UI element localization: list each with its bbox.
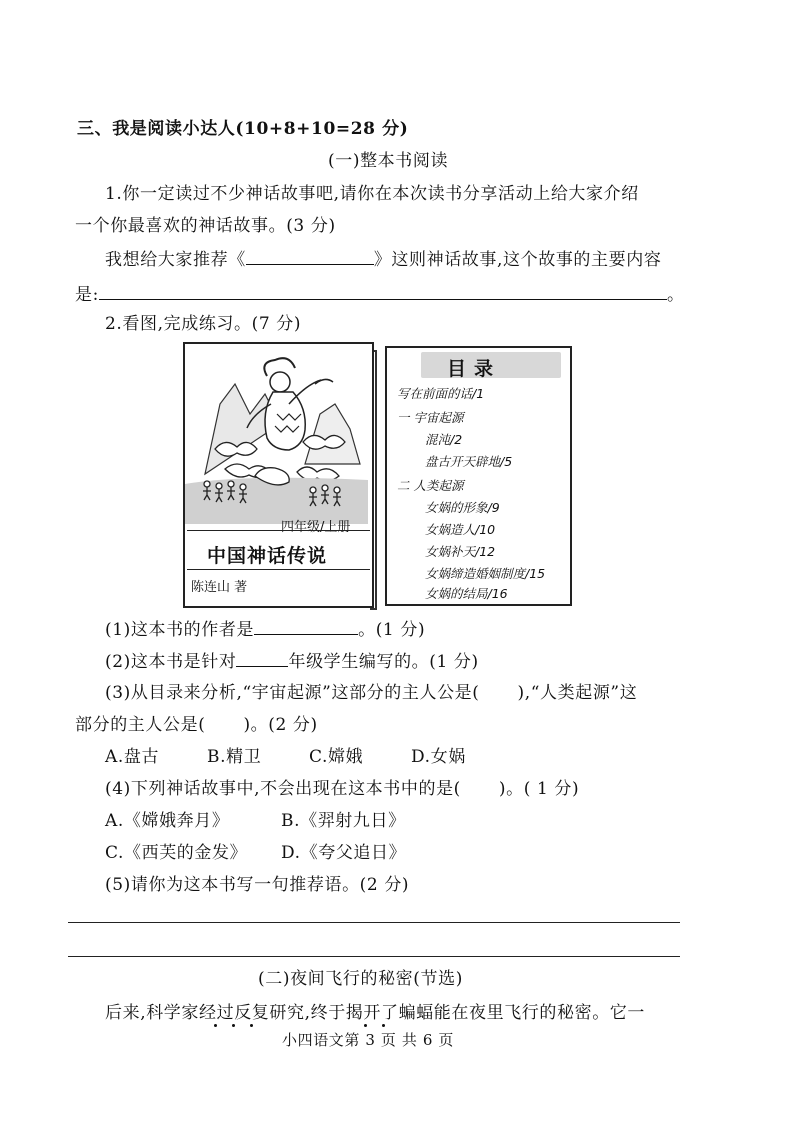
toc-title: 目录 — [447, 358, 502, 380]
sub4-option[interactable]: A.《嫦娥奔月》 — [105, 811, 230, 831]
q2-sub4 — [105, 778, 579, 800]
grade-blank[interactable] — [236, 650, 288, 667]
book-author: 陈连山 著 — [191, 580, 248, 595]
author-blank[interactable] — [254, 618, 358, 635]
book-title: 中国神话传说 — [207, 545, 328, 567]
sub4-option[interactable]: B.《羿射九日》 — [281, 811, 406, 831]
q2-sub2-suffix: 年级学生编写的。(1 分) — [288, 652, 479, 672]
q2-sub1-prefix: (1)这本书的作者是 — [105, 620, 255, 640]
sub4-option[interactable]: D.《夸父追日》 — [281, 843, 407, 863]
sub3-option[interactable]: A.盘古 — [105, 747, 160, 767]
toc-entry: 混沌/2 — [425, 432, 463, 447]
section-heading: 三、我是阅读小达人(10+8+10=28 分) — [77, 119, 409, 139]
part1-title: (一)整本书阅读 — [328, 151, 449, 171]
toc-entry: 女娲的结局/16 — [425, 586, 508, 601]
toc-entry: 女娲的形象/9 — [425, 500, 500, 515]
toc-entry: 二 人类起源 — [397, 478, 464, 493]
book-grade-label: 四年级/上册 — [281, 520, 351, 535]
q2-sub3-line2-prefix: 部分的主人公是( — [75, 715, 206, 735]
toc-entry: 女娲造人/10 — [425, 522, 496, 537]
book-title-blank[interactable] — [246, 248, 374, 265]
toc-entry: 写在前面的话/1 — [397, 386, 485, 401]
q2-sub3-line2 — [75, 714, 318, 736]
q2-sub5: (5)请你为这本书写一句推荐语。(2 分) — [105, 875, 410, 895]
q2-sub1 — [105, 618, 425, 641]
q2-intro: 2.看图,完成练习。(7 分) — [105, 314, 302, 334]
sub3-option[interactable]: B.精卫 — [207, 747, 262, 767]
q2-sub4-prefix: (4)下列神话故事中,不会出现在这本书中的是( — [105, 779, 461, 799]
q2-sub3-line1-prefix: (3)从目录来分析,“宇宙起源”这部分的主人公是( — [105, 683, 480, 703]
page-footer: 小四语文第 3 页 共 6 页 — [282, 1031, 454, 1049]
toc-entry: 一 宇宙起源 — [397, 410, 464, 425]
q1-line4-suffix: 。 — [666, 285, 685, 305]
toc-entry: 女娲补天/12 — [425, 544, 496, 559]
sub3-option[interactable]: D.女娲 — [411, 747, 466, 767]
q2-sub4-suffix: )。( 1 分) — [498, 779, 580, 799]
q1-line4-prefix: 是: — [75, 285, 99, 305]
part2-title: (二)夜间飞行的秘密(节选) — [258, 969, 463, 989]
emphasis-dot — [214, 1024, 217, 1027]
recommendation-answer-line[interactable] — [68, 922, 680, 923]
q1-line3-prefix: 我想给大家推荐《 — [105, 250, 246, 270]
sub4-option[interactable]: C.《西芙的金发》 — [105, 843, 248, 863]
emphasis-dot — [364, 1024, 367, 1027]
emphasis-dot — [250, 1024, 253, 1027]
table-of-contents — [385, 346, 572, 606]
q1-line2: 一个你最喜欢的神话故事。(3 分) — [75, 216, 336, 236]
goddess-illustration — [185, 344, 368, 524]
q2-sub3-line2-suffix: )。(2 分) — [243, 715, 318, 735]
q1-line4 — [75, 283, 685, 306]
q2-sub2-prefix: (2)这本书是针对 — [105, 652, 237, 672]
part2-passage: 后来,科学家经过反复研究,终于揭开了蝙蝠能在夜里飞行的秘密。它一 — [105, 1003, 646, 1023]
emphasis-dot — [232, 1024, 235, 1027]
toc-entry: 盘古开天辟地/5 — [425, 454, 513, 469]
emphasis-dot — [382, 1024, 385, 1027]
toc-entry: 女娲缔造婚姻制度/15 — [425, 566, 546, 581]
sub3-option[interactable]: C.嫦娥 — [309, 747, 364, 767]
q1-line3 — [105, 248, 661, 271]
recommendation-answer-line[interactable] — [68, 956, 680, 957]
q2-sub1-suffix: 。(1 分) — [358, 620, 426, 640]
story-summary-blank[interactable] — [99, 283, 667, 300]
book-cover — [183, 342, 374, 608]
q2-sub3-line1 — [105, 682, 637, 704]
q1-line3-suffix: 》这则神话故事,这个故事的主要内容 — [373, 250, 662, 270]
q2-sub2 — [105, 650, 479, 673]
q2-sub3-line1-suffix: ),“人类起源”这 — [517, 683, 638, 703]
q1-line1: 1.你一定读过不少神话故事吧,请你在本次读书分享活动上给大家介绍 — [105, 184, 639, 204]
